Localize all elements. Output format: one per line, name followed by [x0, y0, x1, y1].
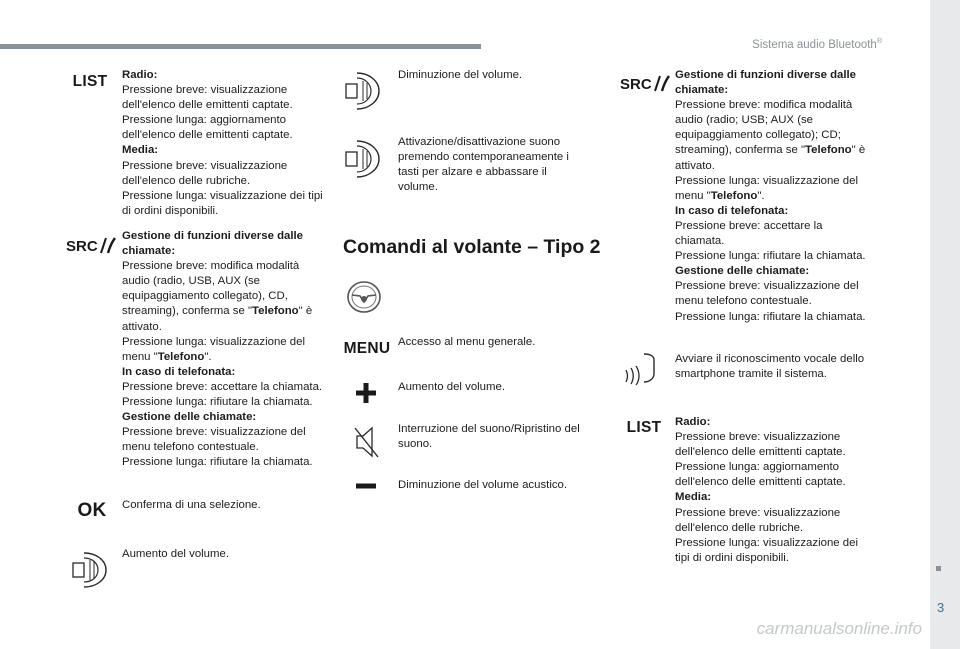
src-phone-button-icon-2: [620, 72, 670, 94]
minus-icon: [355, 482, 377, 490]
steering-wheel-icon: [346, 280, 382, 314]
volume-down-description: Diminuzione del volume.: [398, 69, 523, 81]
plus-description: Aumento del volume.: [398, 381, 506, 393]
mute-description: Attivazione/disattivazione suono premendo contemporaneamente i tasti per alzare e abbassare il volume.: [398, 136, 569, 194]
watermark: carmanualsonline.info: [756, 619, 922, 638]
mute2-description: Interruzione del suono/Ripristino del suono.: [398, 423, 580, 451]
list-button-icon-2: LIST: [626, 419, 662, 436]
svg-text:SRC: SRC: [620, 76, 652, 93]
thumbwheel-up-icon: [70, 550, 110, 590]
svg-text:SRC: SRC: [66, 238, 98, 255]
minus-description: Diminuzione del volume acustico.: [398, 479, 568, 491]
voice-recognition-icon: [622, 352, 658, 386]
page-marker: [936, 566, 941, 571]
thumbwheel-mute-icon: [343, 138, 383, 180]
list-description-2: Radio: Pressione breve: visualizzazione dell'elenco delle emittenti captate. Pressione lunga: aggiornamento dell'elenco delle emittenti captate. Media: Pressione breve: visualizzazione dell'elenco delle rubriche. Pressione lunga: visualizzazione dei tipi di ordini disponibili.: [675, 416, 858, 564]
section-heading: Comandi al volante – Tipo 2: [343, 236, 601, 258]
page-number: 3: [937, 600, 945, 615]
plus-icon: [355, 382, 377, 404]
src-description-2: Gestione di funzioni diverse dalle chiamate: Pressione breve: modifica modalità audio (radio; USB; AUX (se equipaggiamento collegato); CD; streaming), conferma se "Telefono" è attivato. Pressione lunga: visualizzazione del menu "Telefono". In caso di telefonata: Pressione breve: accettare la chiamata. Pressione lunga: rifiutare la chiamata. Gestione delle chiamate: Pressione breve: visualizzazione del menu telefono contestuale. Pressione lunga: rifiutare la chiamata.: [675, 69, 866, 323]
ok-description: Conferma di una selezione.: [122, 499, 261, 511]
section-title: Sistema audio Bluetooth®: [752, 38, 882, 51]
menu-button-icon: MENU: [343, 340, 391, 357]
volume-up-description: Aumento del volume.: [122, 548, 230, 560]
src-description: Gestione di funzioni diverse dalle chiamate: Pressione breve: modifica modalità audio (radio, USB, AUX (se equipaggiamento collegato), CD, streaming), conferma se "Telefono" è attivato. Pressione lunga: visualizzazione del menu "Telefono". In caso di telefonata: Pressione breve: accettare la chiamata. Pressione lunga: rifiutare la chiamata. Gestione delle chiamate: Pressione breve: visualizzazione del menu telefono contestuale. Pressione lunga: rifiutare la chiamata.: [122, 230, 323, 469]
header-rule: [0, 44, 481, 49]
ok-button-icon: OK: [77, 500, 107, 521]
list-button-icon: LIST: [72, 73, 108, 90]
voice-description: Avviare il riconoscimento vocale dello smartphone tramite il sistema.: [675, 353, 865, 381]
thumbwheel-down-icon: [343, 70, 383, 112]
list-description: Radio: Pressione breve: visualizzazione dell'elenco delle emittenti captate. Pressione lunga: aggiornamento dell'elenco delle emittenti captate. Media: Pressione breve: visualizzazione dell'elenco delle rubriche. Pressione lunga: visualizzazione dei tipi di ordini disponibili.: [122, 69, 323, 217]
mute-speaker-icon: [354, 424, 380, 460]
menu-description: Accesso al menu generale.: [398, 336, 536, 348]
side-strip: [930, 0, 960, 649]
src-phone-button-icon: [66, 234, 116, 256]
